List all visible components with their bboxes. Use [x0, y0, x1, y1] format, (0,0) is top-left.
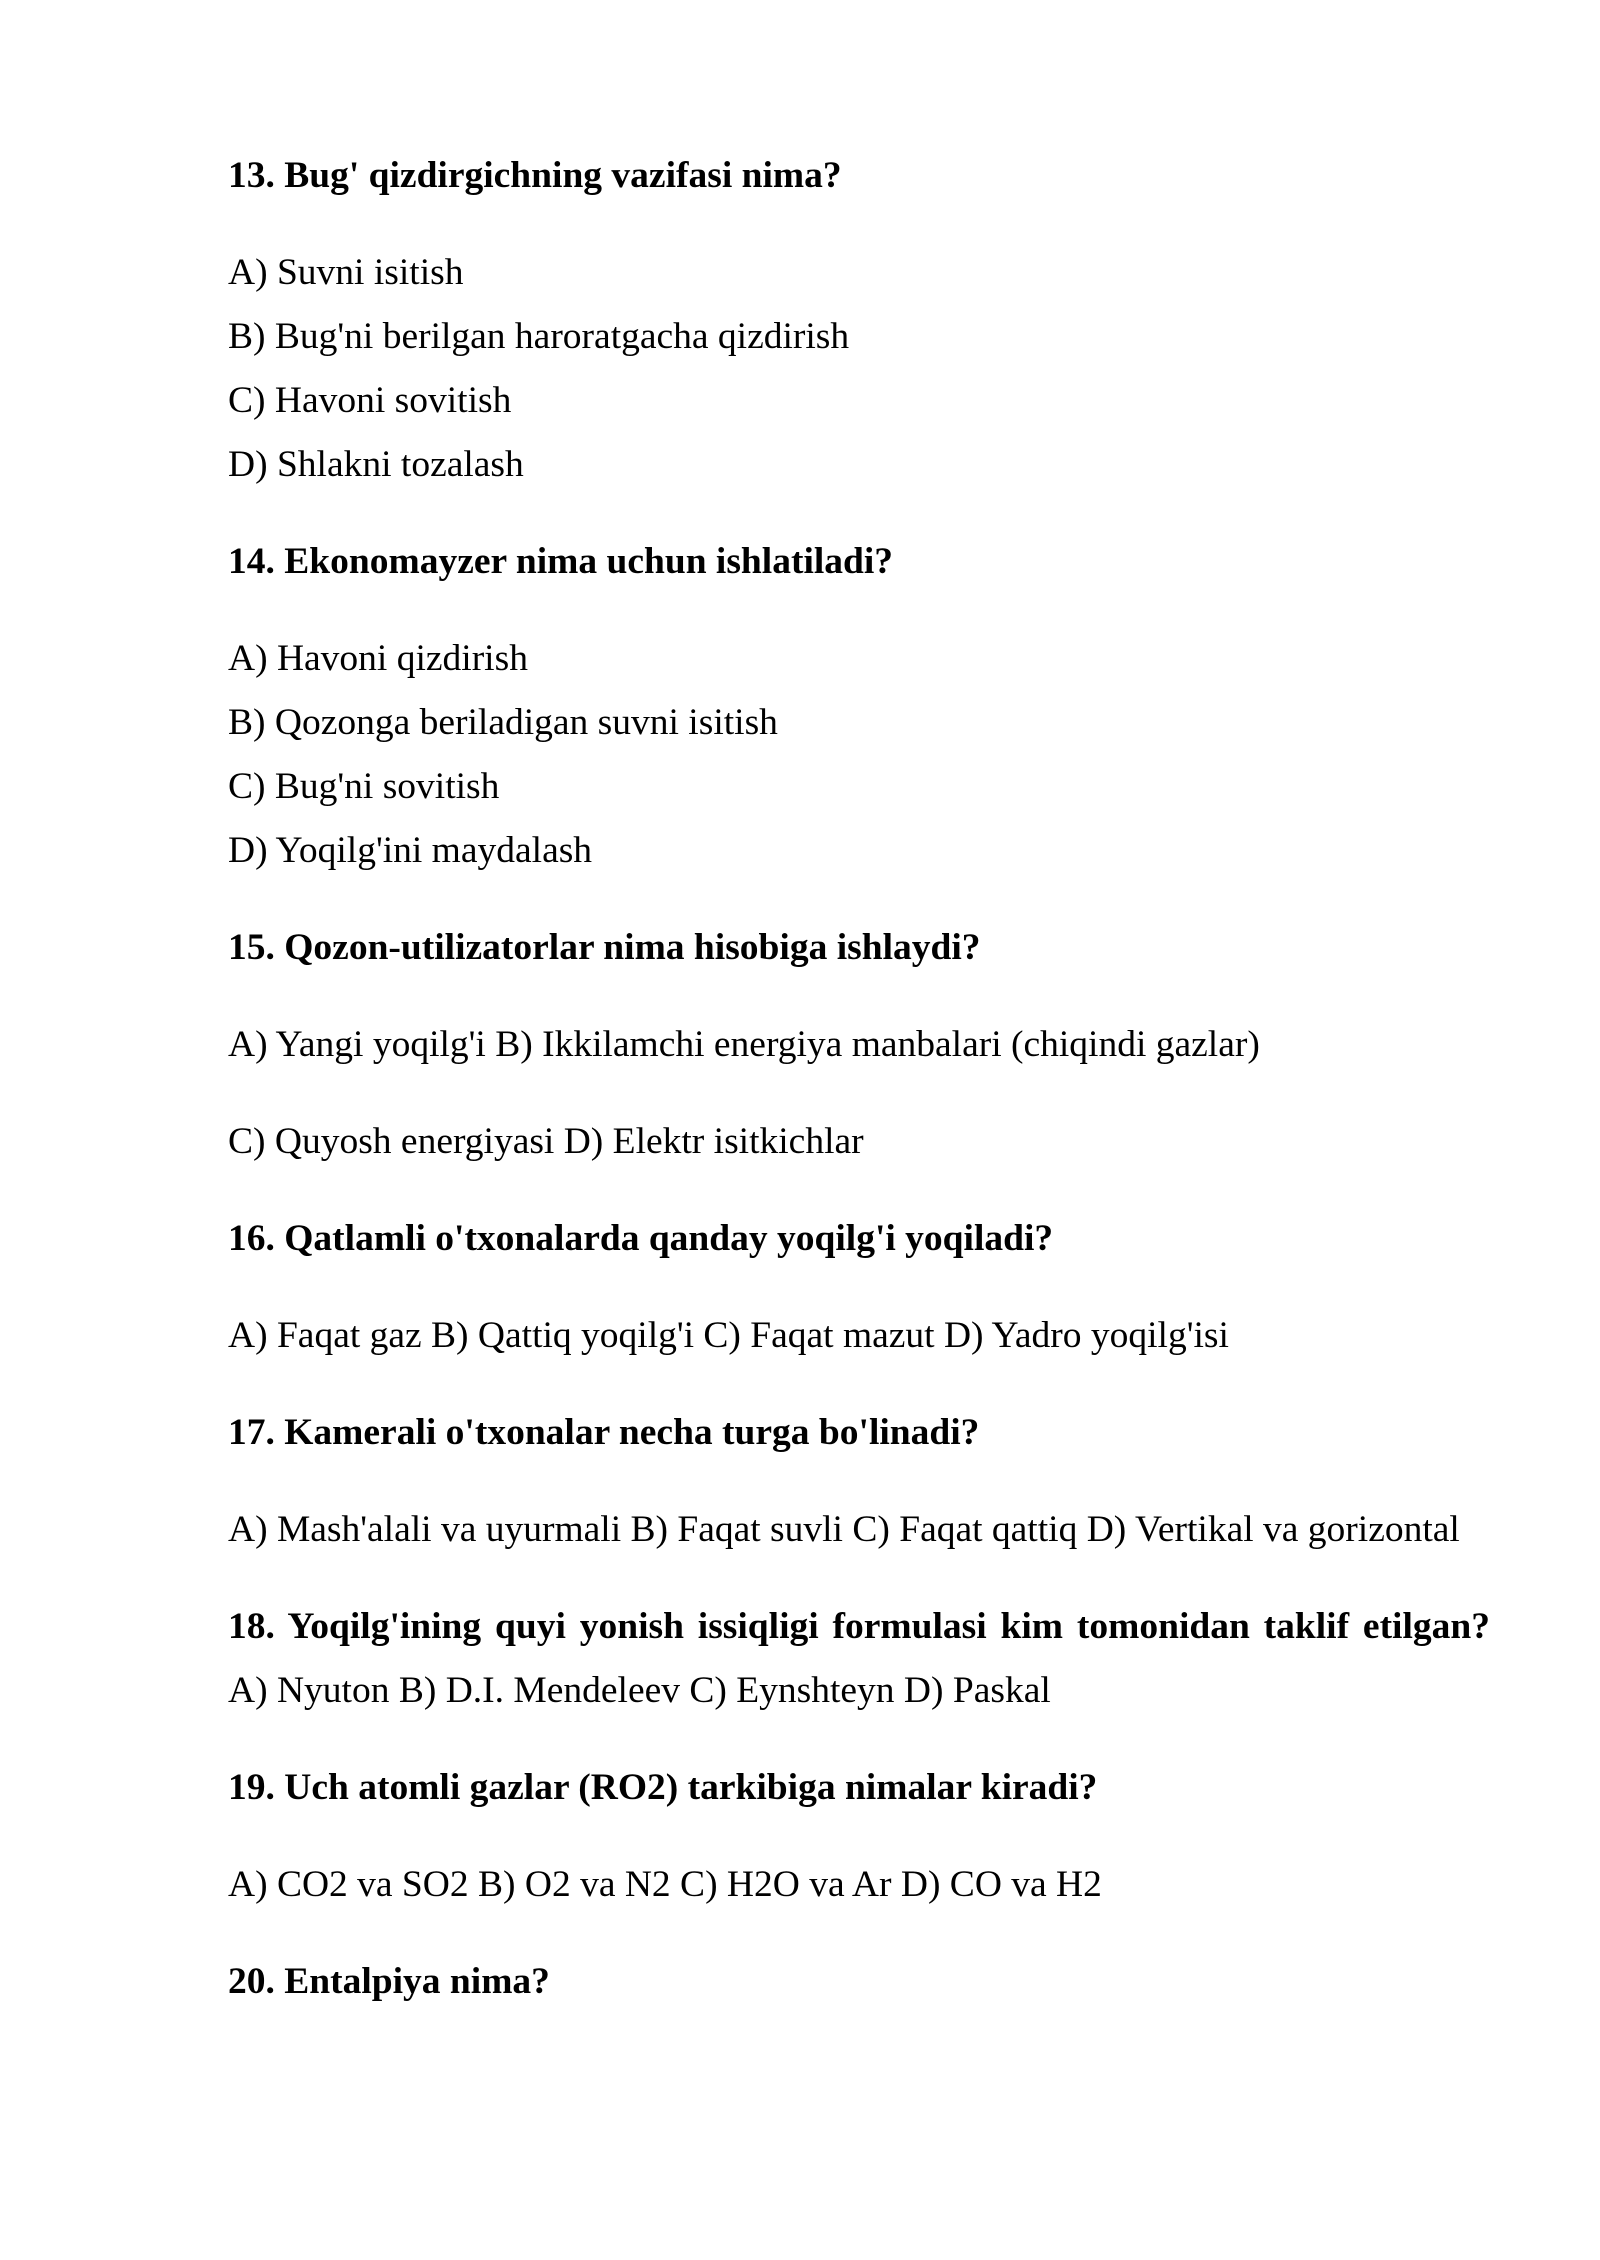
question-14-heading: 14. Ekonomayzer nima uchun ishlatiladi? [228, 541, 894, 582]
question-15-options-cd [228, 1110, 1490, 1174]
question-13-option-b: B) Bug'ni berilgan haroratgacha qizdirish [228, 316, 850, 357]
question-18 [228, 1595, 1490, 1723]
question-14 [228, 530, 1490, 883]
question-18-heading: 18. Yoqilg'ining quyi yonish issiqligi formulasi kim tomonidan taklif etilgan? [228, 1606, 1490, 1647]
question-18-option-line: A) Nyuton B) D.I. Mendeleev C) Eynshteyn D) Paskal [228, 1670, 1051, 1711]
question-17 [228, 1401, 1490, 1562]
question-14-option-a: A) Havoni qizdirish [228, 638, 528, 679]
question-13-heading: 13. Bug' qizdirgichning vazifasi nima? [228, 155, 842, 196]
question-17-option-line: A) Mash'alali va uyurmali B) Faqat suvli C) Faqat qattiq D) Vertikal va gorizontal [228, 1509, 1460, 1550]
question-19-options [228, 1853, 1490, 1917]
question-16-heading: 16. Qatlamli o'txonalarda qanday yoqilg'i yoqiladi? [228, 1218, 1054, 1259]
question-18-options [228, 1659, 1490, 1723]
question-14-option-d: D) Yoqilg'ini maydalash [228, 830, 593, 871]
question-15-option-line-1: A) Yangi yoqilg'i B) Ikkilamchi energiya manbalari (chiqindi gazlar) [228, 1024, 1260, 1065]
question-15 [228, 916, 1490, 1174]
question-20 [228, 1950, 1490, 2014]
question-15-heading: 15. Qozon-utilizatorlar nima hisobiga ishlaydi? [228, 927, 981, 968]
question-15-options-ab [228, 1013, 1490, 1077]
question-16 [228, 1207, 1490, 1368]
question-13-option-d: D) Shlakni tozalash [228, 444, 524, 485]
question-14-option-c: C) Bug'ni sovitish [228, 766, 500, 807]
question-16-option-line: A) Faqat gaz B) Qattiq yoqilg'i C) Faqat mazut D) Yadro yoqilg'isi [228, 1315, 1229, 1356]
question-19-option-line: A) CO2 va SO2 B) O2 va N2 C) H2O va Ar D) CO va H2 [228, 1864, 1102, 1905]
question-14-options [228, 627, 1490, 883]
question-19-heading: 19. Uch atomli gazlar (RO2) tarkibiga nimalar kiradi? [228, 1767, 1098, 1808]
question-13-option-c: C) Havoni sovitish [228, 380, 512, 421]
question-14-option-b: B) Qozonga beriladigan suvni isitish [228, 702, 778, 743]
question-16-options [228, 1304, 1490, 1368]
question-20-heading: 20. Entalpiya nima? [228, 1961, 550, 2002]
question-13-option-a: A) Suvni isitish [228, 252, 464, 293]
question-13 [228, 144, 1490, 497]
question-17-options [228, 1498, 1490, 1562]
question-13-options [228, 241, 1490, 497]
question-19 [228, 1756, 1490, 1917]
question-15-option-line-2: C) Quyosh energiyasi D) Elektr isitkichlar [228, 1121, 864, 1162]
question-17-heading: 17. Kamerali o'txonalar necha turga bo'linadi? [228, 1412, 980, 1453]
